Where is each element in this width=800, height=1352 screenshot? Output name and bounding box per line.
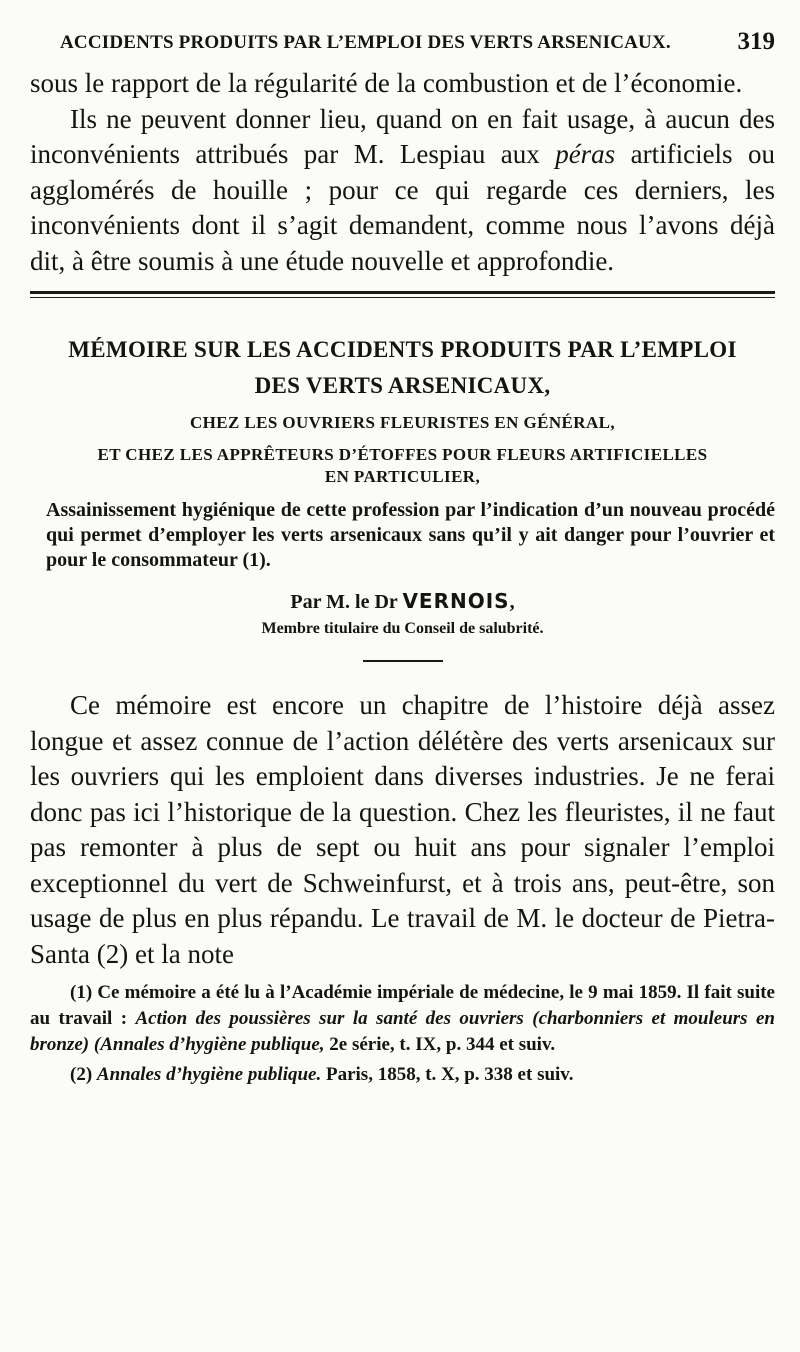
p2-part-b: artificiels ou agglomérés de houille ; pour ce qui regarde ces derniers, les inconvénients dont il s’agit demandent, comme nous l’avons déjà dit, à être soumis à une étude nouvelle et approfondie. [30, 139, 775, 276]
p2-italic-peras: péras [555, 139, 616, 169]
footnotes [30, 980, 775, 1088]
subtitle-appreteurs-line1: ET CHEZ LES APPRÊTEURS D’ÉTOFFES POUR FLEURS ARTIFICIELLES [97, 445, 708, 464]
paragraph-inconvenients [30, 102, 775, 280]
subtitle-appreteurs-line2: EN PARTICULIER, [324, 467, 481, 486]
subtitle-fleuristes: CHEZ LES OUVRIERS FLEURISTES EN GÉNÉRAL, [189, 413, 616, 432]
running-head [30, 20, 775, 66]
assainissement-summary: Assainissement hygiénique de cette profession par l’indication d’un nouveau procédé qui permet d’employer les verts arsenicaux sans qu’il y ait danger pour l’ouvrier et pour le consommateur (1). [46, 499, 775, 571]
fn1-italic-1: Action des poussières sur la santé des ouvriers (charbonniers et mouleurs en bronze) [30, 1008, 775, 1055]
fn2-italic: Annales d’hygiène publique. [96, 1064, 322, 1085]
fn2-part-b: Paris, 1858, t. X, p. 338 et suiv. [321, 1064, 574, 1085]
memoire-title-line1: MÉMOIRE SUR LES ACCIDENTS PRODUITS PAR L’EMPLOI [68, 337, 737, 362]
fn1-part-c: 2e série, t. IX, p. 344 et suiv. [324, 1034, 556, 1055]
author-suffix: , [509, 591, 515, 613]
page-number: 319 [737, 28, 775, 55]
short-rule [363, 660, 443, 662]
fn2-part-a: (2) [70, 1064, 97, 1085]
fn1-part-a: (1) Ce mémoire a été lu à l’Académie impériale de médecine, le 9 mai 1859. Il fait suite au travail : [30, 982, 775, 1029]
intro-paragraph [30, 688, 775, 972]
p2-part-a: Ils ne peuvent donner lieu, quand on en fait usage, à aucun des inconvénients attribués par M. Lespiau aux [30, 103, 775, 169]
page [30, 20, 775, 1088]
author-affiliation: Membre titulaire du Conseil de salubrité. [261, 620, 544, 637]
paragraph-economie: sous le rapport de la régularité de la combustion et de l’économie. [30, 68, 743, 98]
memoire-title-line2: DES VERTS ARSENICAUX, [254, 373, 551, 398]
subtitle-appreteurs [30, 444, 775, 488]
memoire-title [30, 332, 775, 404]
section-double-rule [30, 291, 775, 298]
author-line [30, 589, 775, 614]
intro-text: Ce mémoire est encore un chapitre de l’histoire déjà assez longue et assez connue de l’action délétère des verts arsenicaux sur les ouvriers qui les emploient dans diverses industries. Je ne ferai donc pas ici l’historique de la question. Chez les fleuristes, il ne faut pas remonter à plus de sept ou huit ans pour signaler l’emploi exceptionnel du vert de Schweinfurst, et à trois ans, peut-être, son usage de plus en plus répandu. Le travail de M. le docteur de Pietra-Santa (2) et la note [30, 690, 775, 969]
author-name: VERNOIS [402, 589, 510, 613]
author-prefix: Par M. le Dr [290, 591, 398, 613]
fn1-italic-2: (Annales d’hygiène publique, [93, 1034, 325, 1055]
continued-text [30, 66, 775, 279]
running-head-title: ACCIDENTS PRODUITS PAR L’EMPLOI DES VERTS ARSENICAUX. [60, 32, 671, 53]
footnote-1 [30, 980, 775, 1058]
footnote-2 [30, 1062, 775, 1088]
